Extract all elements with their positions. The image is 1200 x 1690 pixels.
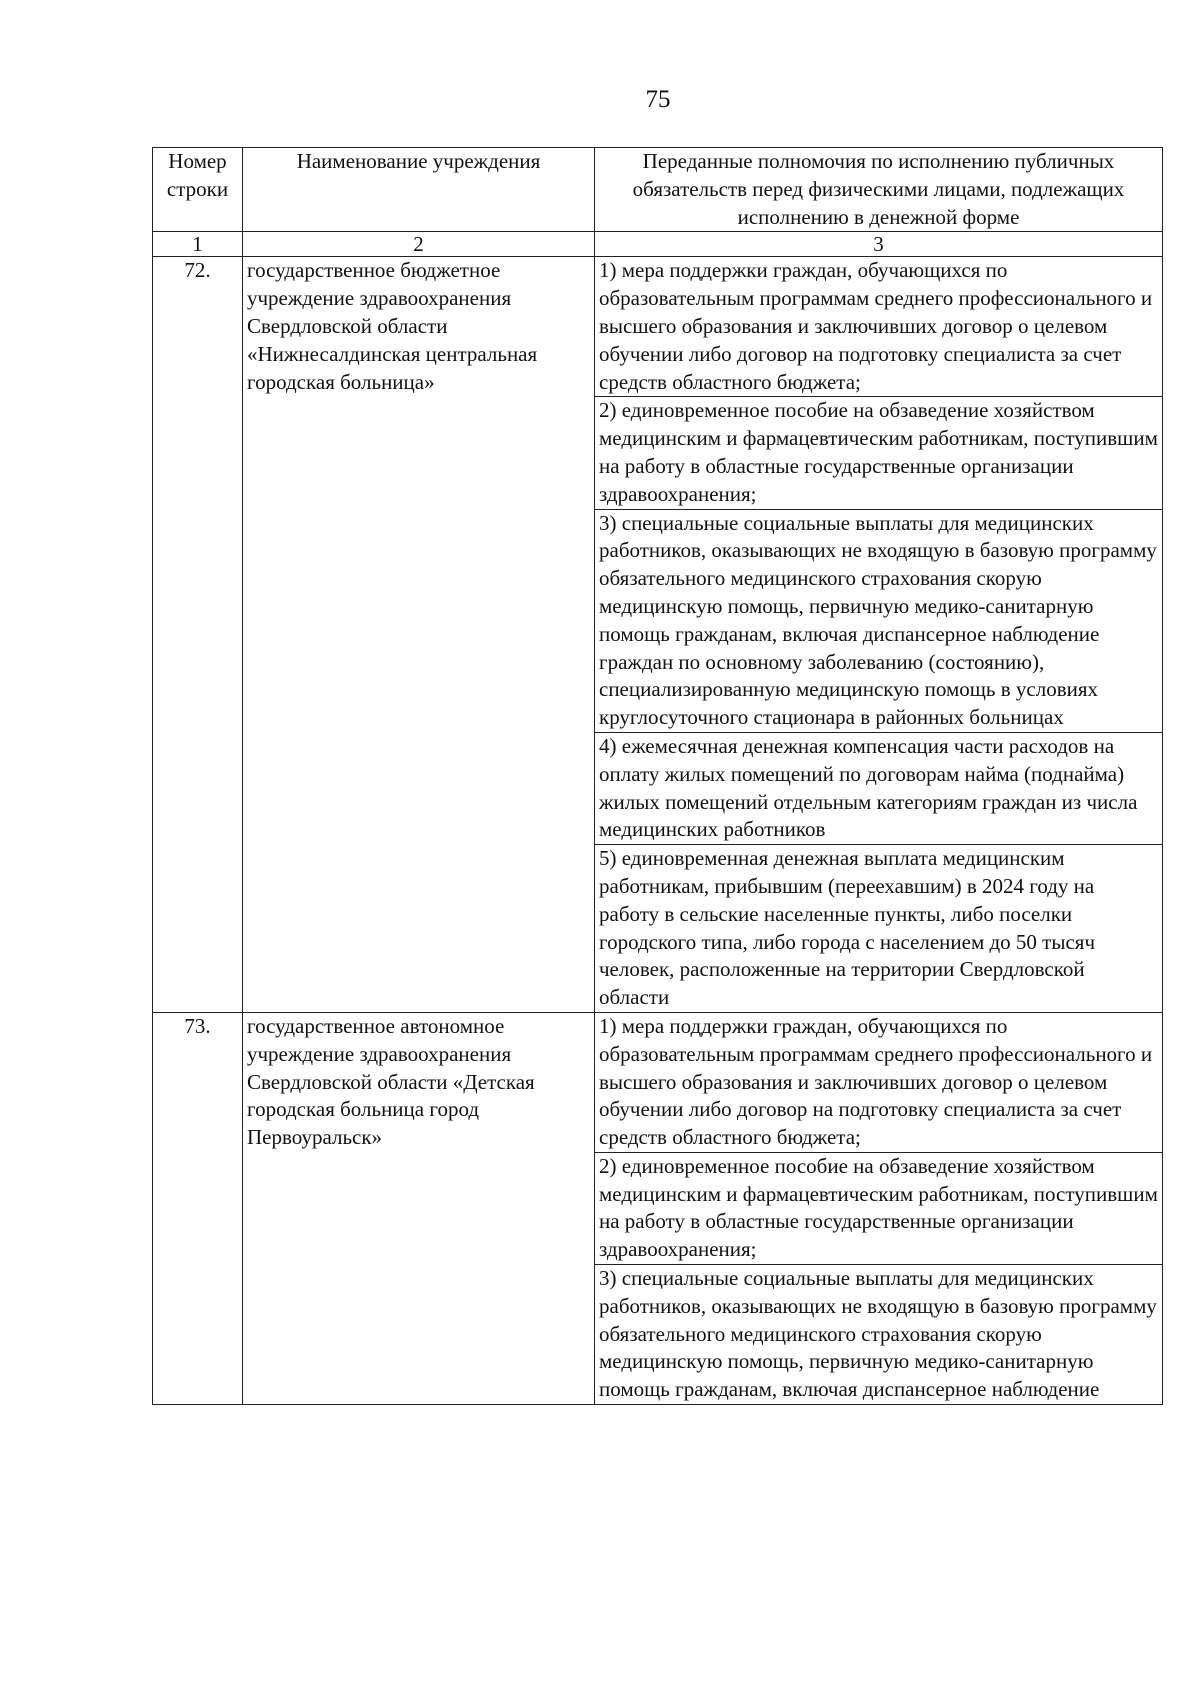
header-transferred-authorities: Переданные полномочия по исполнению публичных обязательств перед физическими лицами, подлежащих исполнению в денежной форме [595, 148, 1163, 232]
column-number-1: 1 [153, 232, 243, 257]
column-numbers-row [153, 232, 1163, 257]
authority-item: 4) ежемесячная денежная компенсация части расходов на оплату жилых помещений по договорам найма (поднайма) жилых помещений отдельным категориям граждан из числа медицинских работников [595, 732, 1163, 844]
authorities-table [152, 147, 1163, 1405]
column-number-3: 3 [595, 232, 1163, 257]
row-number: 72. [153, 257, 243, 1013]
column-number-2: 2 [243, 232, 595, 257]
authority-item: 2) единовременное пособие на обзаведение хозяйством медицинским и фармацевтическим работникам, поступившим на работу в областные государственные организации здравоохранения; [595, 397, 1163, 509]
institution-name: государственное автономное учреждение здравоохранения Свердловской области «Детская городская больница город Первоуральск» [243, 1012, 595, 1404]
row-number: 73. [153, 1012, 243, 1404]
authority-item: 5) единовременная денежная выплата медицинским работникам, прибывшим (переехавшим) в 2024 году на работу в сельские населенные пункты, либо поселки городского типа, либо города с населением до 50 тысяч человек, расположенные на территории Свердловской области [595, 845, 1163, 1013]
authority-item: 1) мера поддержки граждан, обучающихся по образовательным программам среднего профессионального и высшего образования и заключивших договор о целевом обучении либо договор на подготовку специалиста за счет средств областного бюджета; [595, 257, 1163, 397]
header-row-number: Номер строки [153, 148, 243, 232]
page-number [0, 86, 1200, 114]
institution-name: государственное бюджетное учреждение здравоохранения Свердловской области «Нижнесалдинская центральная городская больница» [243, 257, 595, 1013]
table-header-row [153, 148, 1163, 232]
authority-item: 3) специальные социальные выплаты для медицинских работников, оказывающих не входящую в базовую программу обязательного медицинского страхования скорую медицинскую помощь, первичную медико-санитарную помощь гражданам, включая диспансерное наблюдение [595, 1265, 1163, 1405]
table-row [153, 1012, 1163, 1152]
authority-item: 2) единовременное пособие на обзаведение хозяйством медицинским и фармацевтическим работникам, поступившим на работу в областные государственные организации здравоохранения; [595, 1152, 1163, 1264]
header-institution-name: Наименование учреждения [243, 148, 595, 232]
page-number-text: 75 [645, 86, 671, 113]
authority-item: 1) мера поддержки граждан, обучающихся по образовательным программам среднего профессионального и высшего образования и заключивших договор о целевом обучении либо договор на подготовку специалиста за счет средств областного бюджета; [595, 1012, 1163, 1152]
table-row [153, 257, 1163, 397]
authority-item: 3) специальные социальные выплаты для медицинских работников, оказывающих не входящую в базовую программу обязательного медицинского страхования скорую медицинскую помощь, первичную медико-санитарную помощь гражданам, включая диспансерное наблюдение граждан по основному заболеванию (состоянию), специализированную медицинскую помощь в условиях круглосуточного стационара в районных больницах [595, 509, 1163, 732]
